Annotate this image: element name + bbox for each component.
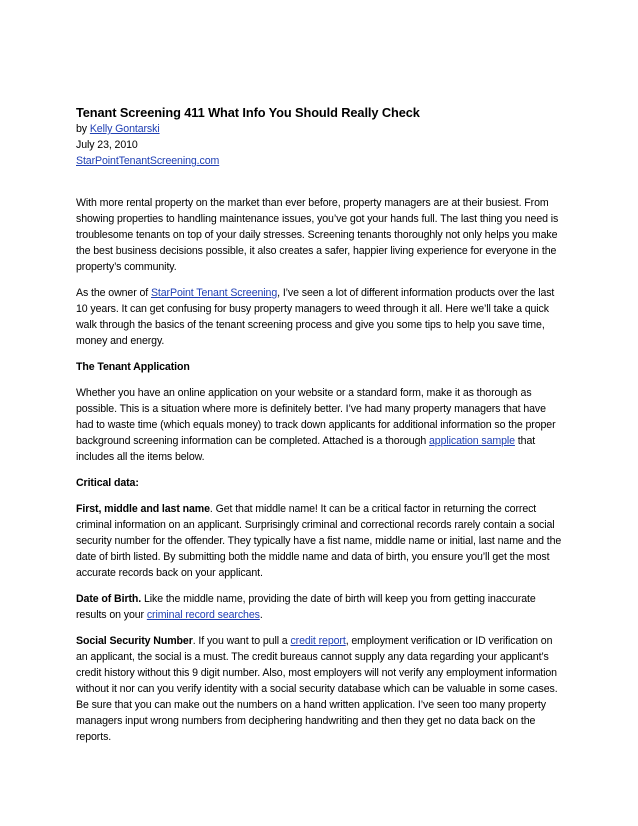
article-title: Tenant Screening 411 What Info You Should Really Check	[76, 105, 420, 120]
author-prefix: by	[76, 123, 90, 135]
credit-report-link[interactable]: credit report	[290, 635, 346, 647]
author-line	[76, 121, 564, 137]
dob-text-after: .	[259, 609, 263, 621]
site-line	[76, 153, 564, 169]
site-link[interactable]: StarPointTenantScreening.com	[76, 155, 220, 167]
publish-date: July 23, 2010	[76, 139, 138, 151]
heading-critical-data: Critical data:	[76, 477, 139, 489]
ssn-label: Social Security Number	[76, 635, 193, 647]
dob-label: Date of Birth.	[76, 593, 142, 605]
ssn-text-after: , employment verification or ID verification on an applicant, the social is a must. The credit bureaus cannot supply any data regarding your applicant’s credit history without this 9 digit number. Also, most employers will not verify any employment information without it nor can you verify identity with a social security database which can be valuable in some cases. Be sure that you can make out the numbers on a hand written application. I’ve seen too many property managers input wrong numbers from deciphering handwriting and then they get no data back on the reports.	[76, 635, 558, 743]
ssn-text-before: . If you want to pull a	[192, 635, 291, 647]
author-link[interactable]: Kelly Gontarski	[89, 123, 160, 135]
dob-paragraph	[76, 591, 564, 623]
owner-text-before: As the owner of	[76, 287, 151, 299]
ssn-paragraph	[76, 633, 564, 745]
article	[76, 104, 564, 755]
name-label: First, middle and last name	[76, 503, 210, 515]
criminal-record-link[interactable]: criminal record searches	[146, 609, 260, 621]
name-paragraph	[76, 501, 564, 581]
owner-text-after: , I’ve seen a lot of different information products over the last 10 years. It can get confusing for busy property managers to weed through it all. Here we’ll take a quick walk through the basics of the tenant screening process and give you some tips to help you save time, money and energy.	[76, 287, 555, 347]
intro-paragraph: With more rental property on the market than ever before, property managers are at their busiest. From showing properties to handling maintenance issues, you’ve got your hands full. The last thing you need is troublesome tenants on top of your daily stresses. Screening tenants thoroughly not only helps you make the best business decisions possible, it also creates a safer, happier living experience for everyone in the property’s community.	[76, 197, 559, 273]
application-text-after: that includes all the items below.	[76, 435, 536, 463]
dob-text-before: Like the middle name, providing the date of birth will keep you from getting inaccurate results on your	[76, 593, 536, 621]
starpoint-link[interactable]: StarPoint Tenant Screening	[150, 287, 278, 299]
application-paragraph	[76, 385, 564, 465]
heading-tenant-application: The Tenant Application	[76, 361, 190, 373]
owner-paragraph	[76, 285, 564, 349]
application-sample-link[interactable]: application sample	[429, 435, 515, 447]
application-text-before: Whether you have an online application on your website or a standard form, make it as thorough as possible. This is a situation where more is definitely better. I’ve had many property managers that have had to waste time (which equals money) to track down applicants for additional information so the proper background screening information can be completed. Attached is a thorough	[76, 387, 556, 447]
name-text: . Get that middle name! It can be a critical factor in returning the correct criminal information on an applicant. Surprisingly criminal and correctional records rarely contain a social security number for the offender. They typically have a fist name, middle name or initial, last name and the date of birth listed. By submitting both the middle name and data of birth, you ensure you’ll get the most accurate records back on your applicant.	[76, 503, 562, 579]
